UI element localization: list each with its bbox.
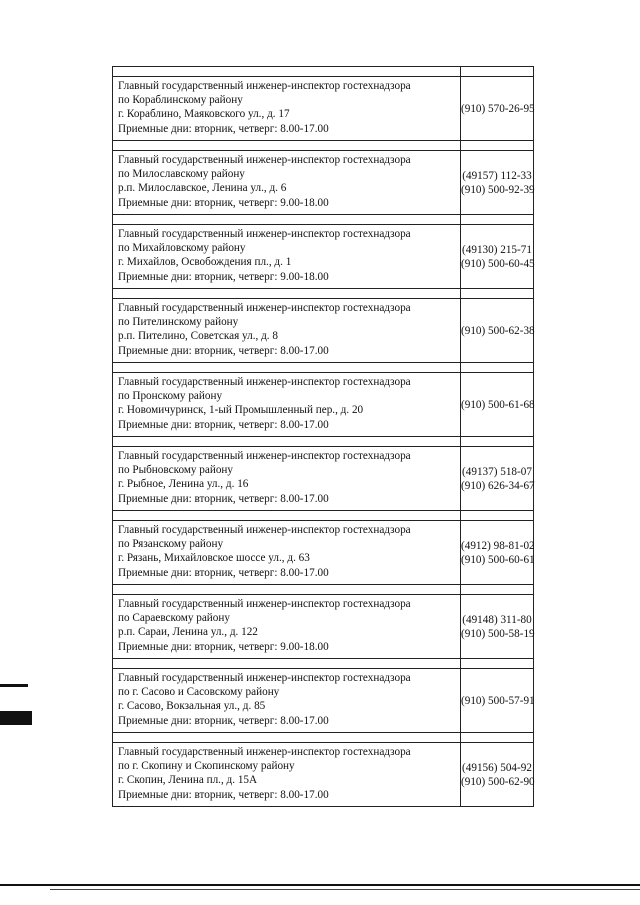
inspector-title: Главный государственный инженер-инспектор гостехнадзора: [118, 154, 411, 166]
phone-number: (49130) 215-71: [462, 243, 532, 256]
inspectors-table: [112, 66, 534, 807]
phone-number: (910) 570-26-95: [461, 102, 535, 115]
inspector-info-cell: [113, 743, 461, 807]
inspector-title: Главный государственный инженер-инспектор гостехнадзора: [118, 598, 411, 610]
spacer-cell: [461, 733, 534, 743]
spacer-cell: [461, 67, 534, 77]
phone-cell: [461, 151, 534, 215]
address: г. Сасово, Вокзальная ул., д. 85: [118, 700, 266, 713]
spacer-cell: [113, 141, 461, 151]
spacer-cell: [461, 141, 534, 151]
reception-hours: Приемные дни: вторник, четверг: 8.00-17.00: [118, 788, 329, 801]
table-row: [113, 743, 534, 807]
reception-hours: Приемные дни: вторник, четверг: 9.00-18.00: [118, 270, 329, 283]
phone-cell: [461, 447, 534, 511]
table-spacer-row: [113, 437, 534, 447]
inspector-title: Главный государственный инженер-инспектор гостехнадзора: [118, 524, 411, 536]
phone-number: (910) 500-60-61: [461, 553, 535, 566]
scan-margin-mark: [0, 684, 28, 687]
spacer-cell: [461, 363, 534, 373]
inspector-info-cell: [113, 447, 461, 511]
district-name: по Пронскому району: [118, 390, 223, 403]
spacer-cell: [461, 511, 534, 521]
phone-number: (49137) 518-07: [462, 465, 532, 478]
phone-number: (910) 500-62-90: [461, 775, 535, 788]
table-spacer-row: [113, 289, 534, 299]
reception-hours: Приемные дни: вторник, четверг: 9.00-18.00: [118, 196, 329, 209]
scan-bottom-rule: [50, 889, 640, 890]
inspector-title: Главный государственный инженер-инспектор гостехнадзора: [118, 80, 411, 92]
spacer-cell: [113, 659, 461, 669]
phone-number: (49156) 504-92: [462, 761, 532, 774]
phone-cell: [461, 299, 534, 363]
phone-number: (910) 500-58-19: [461, 627, 535, 640]
phone-cell: [461, 77, 534, 141]
spacer-cell: [113, 215, 461, 225]
inspector-info-cell: [113, 225, 461, 289]
table-spacer-row: [113, 585, 534, 595]
district-name: по Рязанскому району: [118, 538, 224, 551]
inspector-title: Главный государственный инженер-инспектор гостехнадзора: [118, 376, 411, 388]
table-row: [113, 225, 534, 289]
address: г. Кораблино, Маяковского ул., д. 17: [118, 108, 290, 121]
spacer-cell: [113, 363, 461, 373]
inspector-info-cell: [113, 595, 461, 659]
spacer-cell: [113, 289, 461, 299]
district-name: по Михайловскому району: [118, 242, 246, 255]
reception-hours: Приемные дни: вторник, четверг: 8.00-17.00: [118, 714, 329, 727]
table-body: [113, 67, 534, 807]
reception-hours: Приемные дни: вторник, четверг: 8.00-17.00: [118, 492, 329, 505]
scan-margin-mark: [0, 711, 32, 725]
address: г. Скопин, Ленина пл., д. 15А: [118, 774, 258, 787]
district-name: по г. Сасово и Сасовскому району: [118, 686, 280, 699]
reception-hours: Приемные дни: вторник, четверг: 8.00-17.00: [118, 122, 329, 135]
spacer-cell: [461, 659, 534, 669]
table-spacer-row: [113, 141, 534, 151]
address: р.п. Пителино, Советская ул., д. 8: [118, 330, 278, 343]
reception-hours: Приемные дни: вторник, четверг: 8.00-17.00: [118, 418, 329, 431]
inspector-info-cell: [113, 521, 461, 585]
inspector-info-cell: [113, 373, 461, 437]
spacer-cell: [113, 511, 461, 521]
address: г. Новомичуринск, 1-ый Промышленный пер., д. 20: [118, 404, 364, 417]
district-name: по Кораблинскому району: [118, 94, 243, 107]
phone-number: (49157) 112-33: [462, 169, 532, 182]
reception-hours: Приемные дни: вторник, четверг: 8.00-17.00: [118, 566, 329, 579]
table-spacer-row: [113, 659, 534, 669]
address: г. Михайлов, Освобождения пл., д. 1: [118, 256, 292, 269]
phone-number: (4912) 98-81-02: [461, 539, 535, 552]
table-row: [113, 669, 534, 733]
address: р.п. Сараи, Ленина ул., д. 122: [118, 626, 258, 639]
scan-bottom-rule: [0, 884, 640, 886]
phone-cell: [461, 373, 534, 437]
inspector-info-cell: [113, 77, 461, 141]
reception-hours: Приемные дни: вторник, четверг: 9.00-18.00: [118, 640, 329, 653]
spacer-cell: [113, 67, 461, 77]
inspector-info-cell: [113, 299, 461, 363]
inspector-title: Главный государственный инженер-инспектор гостехнадзора: [118, 228, 411, 240]
district-name: по Рыбновскому району: [118, 464, 234, 477]
spacer-cell: [113, 437, 461, 447]
spacer-cell: [461, 289, 534, 299]
phone-cell: [461, 521, 534, 585]
table-row: [113, 299, 534, 363]
district-name: по Пителинскому району: [118, 316, 239, 329]
spacer-cell: [461, 215, 534, 225]
phone-number: (910) 626-34-67: [461, 479, 535, 492]
spacer-cell: [461, 585, 534, 595]
phone-cell: [461, 669, 534, 733]
phone-number: (49148) 311-80: [462, 613, 532, 626]
spacer-cell: [113, 733, 461, 743]
phone-number: (910) 500-60-45: [461, 257, 535, 270]
inspector-title: Главный государственный инженер-инспектор гостехнадзора: [118, 450, 411, 462]
reception-hours: Приемные дни: вторник, четверг: 8.00-17.00: [118, 344, 329, 357]
inspector-title: Главный государственный инженер-инспектор гостехнадзора: [118, 746, 411, 758]
inspector-info-cell: [113, 669, 461, 733]
district-name: по г. Скопину и Скопинскому району: [118, 760, 295, 773]
table-row: [113, 151, 534, 215]
table-spacer-row: [113, 363, 534, 373]
spacer-cell: [113, 585, 461, 595]
phone-number: (910) 500-61-68: [461, 398, 535, 411]
phone-number: (910) 500-92-39: [461, 183, 535, 196]
phone-number: (910) 500-57-91: [461, 694, 535, 707]
phone-cell: [461, 595, 534, 659]
inspector-info-cell: [113, 151, 461, 215]
inspector-title: Главный государственный инженер-инспектор гостехнадзора: [118, 302, 411, 314]
table-spacer-row: [113, 511, 534, 521]
phone-cell: [461, 225, 534, 289]
table-spacer-row: [113, 733, 534, 743]
phone-cell: [461, 743, 534, 807]
table-row: [113, 373, 534, 437]
table-row: [113, 447, 534, 511]
table-row: [113, 521, 534, 585]
district-name: по Сараевскому району: [118, 612, 230, 625]
table-spacer-row: [113, 215, 534, 225]
address: г. Рязань, Михайловское шоссе ул., д. 63: [118, 552, 310, 565]
spacer-cell: [461, 437, 534, 447]
table-row: [113, 77, 534, 141]
table-row: [113, 595, 534, 659]
address: р.п. Милославское, Ленина ул., д. 6: [118, 182, 287, 195]
address: г. Рыбное, Ленина ул., д. 16: [118, 478, 249, 491]
district-name: по Милославскому району: [118, 168, 245, 181]
table-spacer-row: [113, 67, 534, 77]
phone-number: (910) 500-62-38: [461, 324, 535, 337]
inspector-title: Главный государственный инженер-инспектор гостехнадзора: [118, 672, 411, 684]
